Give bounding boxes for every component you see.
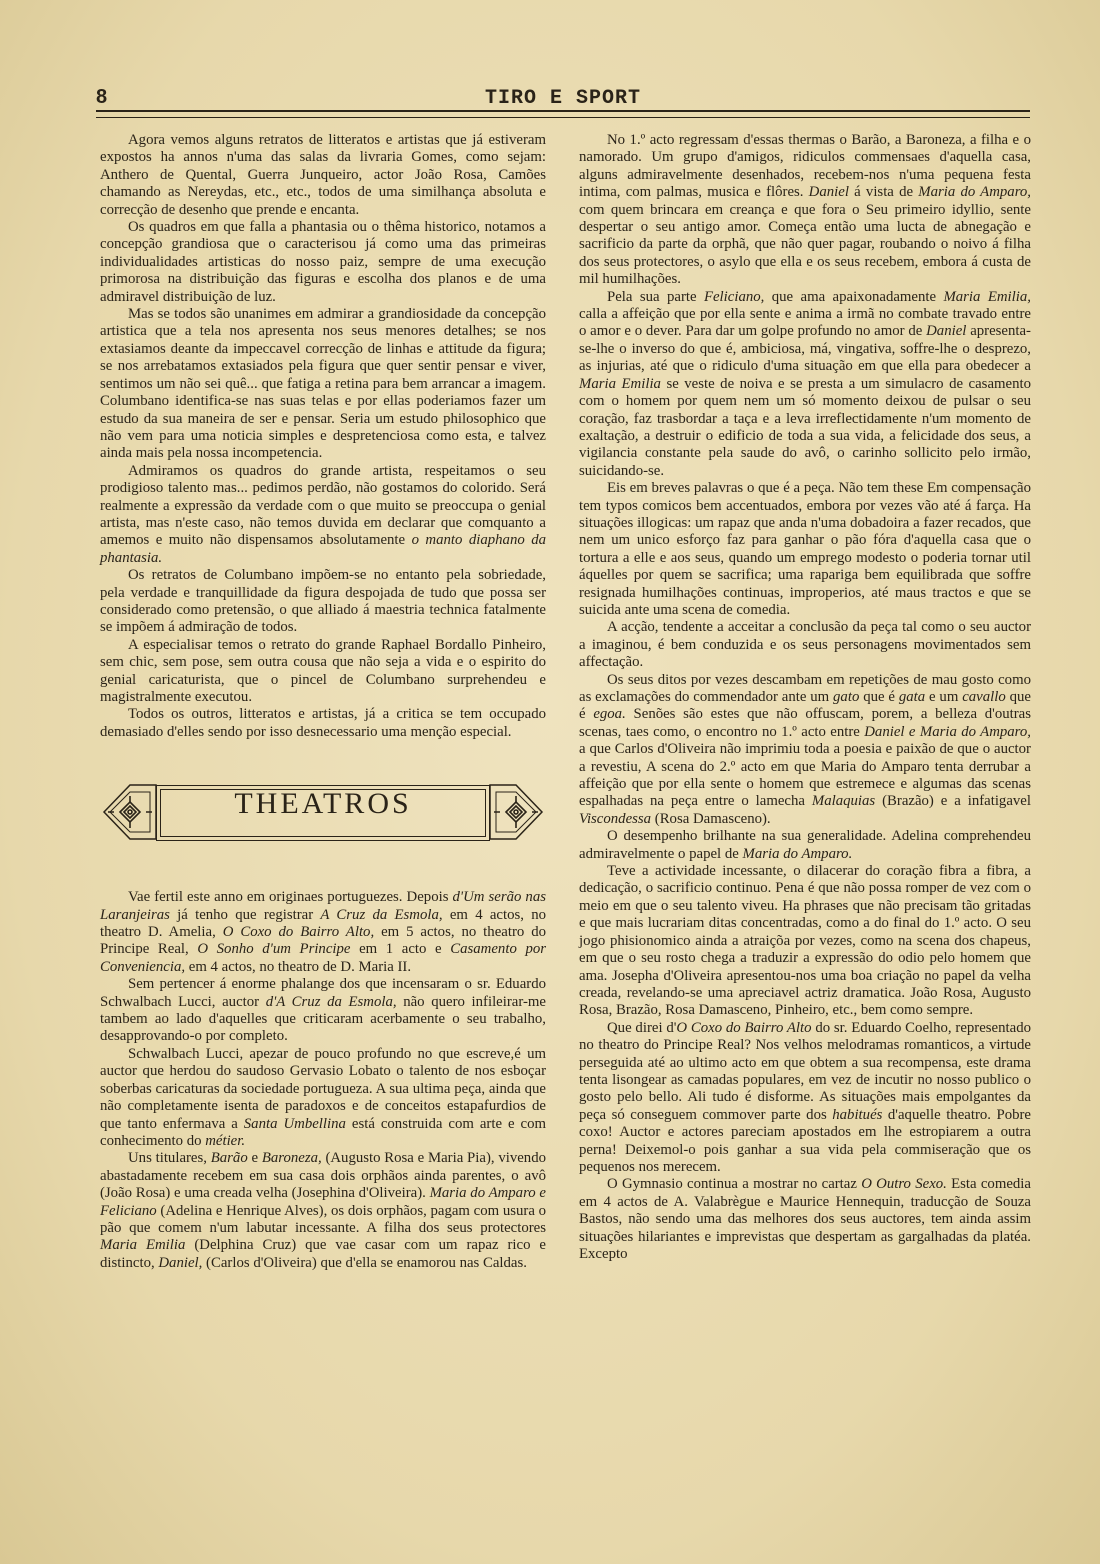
ornament-icon <box>486 781 546 843</box>
paragraph: O desempenho brilhante na sua generalidade. Adelina comprehendeu admiravelmente o papel de Maria do Amparo. <box>579 828 1031 862</box>
page-number: 8 <box>96 86 108 108</box>
paragraph: Admiramos os quadros do grande artista, respeitamos o seu prodigioso talento mas... pedimos perdão, não gostamos do colorido. Será realmente a expressão da verdade com o que muito se preoccupa o genial artista, mas n'este caso, não temos duvida em declarar que comquanto a amemos e muito não dispensamos absolutamente o manto diaphano da phantasia. <box>100 462 546 566</box>
paragraph: A acção, tendente a acceitar a conclusão da peça tal como o seu auctor a imaginou, é bem conduzida e os seus personagens movimentados sem affectação. <box>579 619 1031 671</box>
paragraph: Eis em breves palavras o que é a peça. Não tem these Em compensação tem typos comicos bem accentuados, embora por vezes vão até á farça. Ha situações illogicas: um rapaz que anda n'uma dobadoira a fazer recados, que nem um unico esforço faz para ganhar o pão fóra d'aquella casa que o tortura a elle e aos seus, quando um emprego modesto o poderia tornar util áquelles por quem se sacrifica; uma rapariga bem equilibrada que soffre resignada humilhações continuas, improperios, até maus tractos e que se suicida ante uma scena de comedia. <box>579 480 1031 618</box>
paragraph: O Gymnasio continua a mostrar no cartaz O Outro Sexo. Esta comedia em 4 actos de A. Valabrègue e Maurice Hennequin, traducção de Souza Bastos, não sendo uma das melhores dos seus auctores, tem ainda assim situações hilariantes e imprevistas que despertam as gargalhadas da platéa. Excepto <box>579 1176 1031 1262</box>
paragraph: Agora vemos alguns retratos de litteratos e artistas que já estiveram expostos ha annos n'uma das salas da livraria Gomes, como sejam: Anthero de Quental, Guerra Junqueiro, actor João Rosa, Camões chamando as Nereydas, etc., etc., todos de uma similhança absoluta e correcção de desenho que prende e encanta. <box>100 132 546 218</box>
right-column <box>579 132 1031 1263</box>
paragraph: Os retratos de Columbano impõem-se no entanto pela sobriedade, pela verdade e tranquillidade da figura despojada de tudo que possa ser considerado como pretensão, o que alliado á maestria technica fatalmente se impõem á admiração de todos. <box>100 567 546 636</box>
journal-title: TIRO E SPORT <box>484 87 642 110</box>
paragraph: A especialisar temos o retrato do grande Raphael Bordallo Pinheiro, sem chic, sem pose, sem outra cousa que não seja a vida e o espirito do genial caricaturista, que o pincel de Columbano surprehendeu e magistralmente executou. <box>100 636 546 705</box>
paragraph: Mas se todos são unanimes em admirar a grandiosidade da concepção artistica que a tela nos apresenta nos seus menores detalhes; se nos extasiamos deante da impeccavel correcção de linhas e attitude da figura; se nos arrebatamos extasiados pela figura que quer sentir pensar e viver, sentimos um não sei quê... que fatiga a retina para bem arrancar a imagem. Columbano identifica-se nas suas telas e por ellas poderiamos fazer um estudo da sua maneira de ser e pensar. Seria um estudo philosophico que não vem para uma noticia simples e despretenciosa como esta, e talvez ainda mais pela nossa incompetencia. <box>100 306 546 462</box>
paragraph: Todos os outros, litteratos e artistas, já a critica se tem occupado demasiado d'elles sendo por isso desnecessario uma menção especial. <box>100 706 546 740</box>
paragraph: Os quadros em que falla a phantasia ou o thêma historico, notamos a concepção grandiosa que o caracterisou já como uma das primeiras individualidades artisticas do nosso paiz, sempre de uma execução primorosa na distribuição das figuras e escolha dos planos e de uma admiravel distribuição de luz. <box>100 219 546 305</box>
paragraph: Schwalbach Lucci, apezar de pouco profundo no que escreve,é um auctor que herdou do saudoso Gervasio Lobato o talento de nos esboçar soberbas caricaturas da sociedade portugueza. A sua ultima peça, ainda que não completamente isenta de paradoxos e de conceitos estapafurdios de que tanto enfermava a Santa Umbellina está construida com arte e com conhecimento do métier. <box>100 1045 547 1149</box>
left-column <box>100 132 546 1272</box>
paragraph: Que direi d'O Coxo do Bairro Alto do sr. Eduardo Coelho, representado no theatro do Principe Real? Nos velhos melodramas romanticos, a virtude perseguida até ao ultimo acto em que obtem a sua recompensa, este drama tenta lisongear as camadas populares, em vez de incutir no nosso publico o gosto pelo bello. Ali tudo é disforme. As situações mais empolgantes da peça só conseguem commover parte dos habitués d'aquelle theatro. Pobre coxo! Auctor e actores pareciam apostados em lhe estropiarem a outra perna! Deixemol-o pois ganhar a sua vida pela commiseração que os pequenos nos merecem. <box>579 1019 1032 1175</box>
section-title: THEATROS <box>234 787 412 821</box>
theatre-section-banner <box>100 781 546 843</box>
paragraph: Uns titulares, Barão e Baroneza, (Augusto Rosa e Maria Pia), vivendo abastadamente recebem em sua casa dois orphãos ainda parentes, o avô (João Rosa) e uma creada velha (Josephina d'Oliveira). Maria do Amparo e Feliciano (Adelina e Henrique Alves), os dois orphãos, pagam com usura o pão que comem n'um labutar incessante. A filha dos seus protectores Maria Emilia (Delphina Cruz) que vae casar com um rapaz rico e distincto, Daniel, (Carlos d'Oliveira) que d'ella se enamorou nas Caldas. <box>100 1150 546 1271</box>
header-rule <box>96 110 1030 118</box>
paragraph: Sem pertencer á enorme phalange dos que incensaram o sr. Eduardo Schwalbach Lucci, auctor d'A Cruz da Esmola, não quero infileirar-me tambem ao lado d'aquelles que criticaram acerbamente o seu trabalho, desapprovando-o por completo. <box>100 976 546 1045</box>
paragraph: Vae fertil este anno em originaes portuguezes. Depois d'Um serão nas Laranjeiras já tenho que registrar A Cruz da Esmola, em 4 actos, no theatro D. Amelia, O Coxo do Bairro Alto, em 5 actos, no theatro do Principe Real, O Sonho d'um Principe em 1 acto e Casamento por Conveniencia, em 4 actos, no theatro de D. Maria II. <box>100 889 547 975</box>
paragraph: No 1.º acto regressam d'essas thermas o Barão, a Baroneza, a filha e o namorado. Um grupo d'amigos, ridiculos commensaes d'aquella casa, alguns admiravelmente desenhados, recebem-nos n'uma pequena festa intima, com palmas, musica e flôres. Daniel á vista de Maria do Amparo, com quem brincara em creança e que fora o Seu primeiro idyllio, sente despertar o seu antigo amor. Começa então uma lucta de abnegação e sacrificio da parte da orphã, que não quer pagar, roubando o noivo á filha dos seus protectores, o asylo que ella e os seus recebem, embora á custa de mil humilhações. <box>579 132 1032 288</box>
paragraph: Teve a actividade incessante, o dilacerar do coração fibra a fibra, a dedicação, o sacrificio continuo. Pena é que não possa romper de vez com o meio em que o seu talento viveu. Ha phrases que não precisam tão gritadas e que mais lucrariam ditas concentradas, como a do final do 1.º acto. O seu jogo phisionomico ainda a atraiçõa por vezes, como na scena dos chapeus, em que o seu rosto chega a traduzir a expressão do odio pelo homem que ama. Josepha d'Oliveira apresentou-nos uma boa criação no papel da velha creada, revelando-se uma apreciavel actriz dramatica. João Rosa, Augusto Rosa, Brazão, Rosa Damasceno, Pinheiro, etc., bem como sempre. <box>579 863 1031 1019</box>
paragraph: Pela sua parte Feliciano, que ama apaixonadamente Maria Emilia, calla a affeição que por ella sente e anima a irmã no combate travado entre o amor e o dever. Para dar um golpe profundo no amor de Daniel apresenta-se-lhe o inverso do que é, ambiciosa, má, vingativa, soffre-lhe o desprezo, as injurias, até que o ridiculo d'uma situação em que ella para obedecer a Maria Emilia se veste de noiva e se presta a um simulacro de casamento com o homem por quem nem um só momento deixou de pulsar o seu coração, faz trasbordar a taça e a leva irreflectidamente n'um momento de exaltação, a destruir o edificio de toda a sua vida, a felicidade dos seus, a vigilancia constante pela saude do avô, o carinho sollicito pelo irmão, suicidando-se. <box>579 288 1031 479</box>
paragraph: Os seus ditos por vezes descambam em repetições de mau gosto como as exclamações do commendador ante um gato que é gata e um cavallo que é egoa. Senões são estes que não offuscam, porem, a belleza d'outras scenas, taes como, o encontro no 1.º acto entre Daniel e Maria do Amparo, a que Carlos d'Oliveira não imprimiu toda a poesia e paixão de que o auctor a revestiu, A scena do 2.º acto em que Maria do Amparo tenta derrubar a affeição que por ella sente o homem que estremece e algumas das scenas espalhadas na peça entre o lamecha Malaquias (Brazão) e a infatigavel Viscondessa (Rosa Damasceno). <box>579 671 1031 827</box>
page-header <box>96 86 1030 110</box>
